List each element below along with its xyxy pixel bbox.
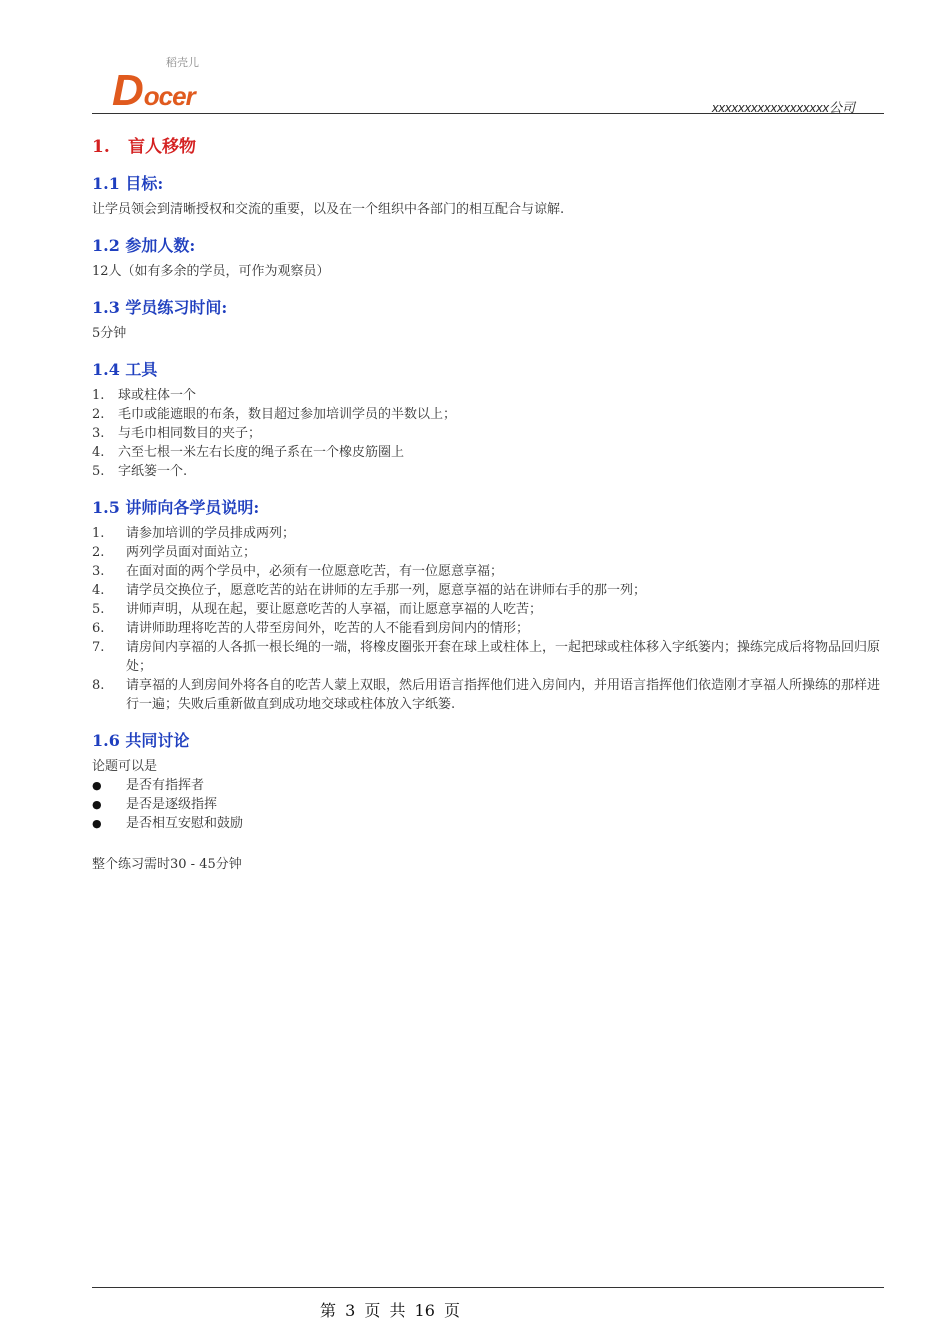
list-item: 3. 在面对面的两个学员中，必须有一位愿意吃苦，有一位愿意享福； bbox=[92, 564, 504, 579]
discussion-closing: 整个练习需时30 - 45分钟 bbox=[92, 857, 242, 872]
goal-text: 让学员领会到清晰授权和交流的重要，以及在一个组织中各部门的相互配合与谅解. bbox=[92, 202, 565, 217]
section-heading-instructions: 1.5 讲师向各学员说明: bbox=[92, 498, 260, 517]
list-item: 5. 讲师声明，从现在起，要让愿意吃苦的人享福，而让愿意享福的人吃苦； bbox=[92, 602, 543, 617]
time-text: 5分钟 bbox=[92, 326, 127, 341]
section-heading-tools: 1.4 工具 bbox=[92, 360, 158, 379]
list-item: 6. 请讲师助理将吃苦的人带至房间外，吃苦的人不能看到房间内的情形； bbox=[92, 621, 530, 636]
header-divider bbox=[92, 113, 884, 114]
list-item: 7. 请房间内享福的人各抓一根长绳的一端，将橡皮圈张开套在球上或柱体上，一起把球或柱体移入字纸篓内；操练完成后将物品回归原处； bbox=[92, 640, 881, 674]
discussion-bullets bbox=[92, 776, 884, 833]
list-item: ● 是否相互安慰和鼓励 bbox=[92, 816, 244, 831]
bullet-icon: ● bbox=[92, 779, 102, 792]
list-item: 2. 两列学员面对面站立； bbox=[92, 545, 257, 560]
list-item: ● 是否有指挥者 bbox=[92, 778, 205, 793]
list-item: 3. 与毛巾相同数目的夹子； bbox=[92, 426, 262, 441]
company-name: xxxxxxxxxxxxxxxxxx公司 bbox=[711, 100, 855, 115]
list-item: 1. 球或柱体一个 bbox=[92, 388, 197, 403]
instructions-list bbox=[92, 524, 884, 714]
people-text: 12人（如有多余的学员，可作为观察员） bbox=[92, 264, 330, 279]
section-heading-people: 1.2 参加人数: bbox=[92, 236, 196, 255]
list-item: 2. 毛巾或能遮眼的布条，数目超过参加培训学员的半数以上； bbox=[92, 407, 457, 422]
section-heading-goal: 1.1 目标: bbox=[92, 174, 164, 193]
list-item: ● 是否是逐级指挥 bbox=[92, 797, 218, 812]
bullet-icon: ● bbox=[92, 817, 102, 830]
page-number: 第 3 页 共 16 页 bbox=[320, 1301, 460, 1320]
list-item: 4. 请学员交换位子，愿意吃苦的站在讲师的左手那一列，愿意享福的站在讲师右手的那一列； bbox=[92, 583, 647, 598]
list-item: 4. 六至七根一米左右长度的绳子系在一个橡皮筋圈上 bbox=[92, 445, 405, 460]
list-item: 1. 请参加培训的学员排成两列； bbox=[92, 526, 296, 541]
discussion-intro: 论题可以是 bbox=[92, 759, 158, 774]
bullet-icon: ● bbox=[92, 798, 102, 811]
docer-logo bbox=[112, 54, 222, 115]
tools-list bbox=[92, 386, 884, 481]
document-body bbox=[92, 132, 884, 874]
section-heading-discussion: 1.6 共同讨论 bbox=[92, 731, 190, 750]
footer-divider bbox=[92, 1287, 884, 1288]
logo-wordmark: Docer bbox=[112, 66, 195, 115]
section-heading-time: 1.3 学员练习时间: bbox=[92, 298, 228, 317]
document-title: 1. 盲人移物 bbox=[92, 137, 196, 157]
list-item: 8. 请享福的人到房间外将各自的吃苦人蒙上双眼，然后用语言指挥他们进入房间内，并用语言指挥他们依造刚才享福人所操练的那样进行一遍；失败后重新做直到成功地交球或柱体放入字纸篓. bbox=[92, 678, 881, 712]
logo-chinese-text: 稻壳儿 bbox=[166, 56, 199, 69]
list-item: 5. 字纸篓一个. bbox=[92, 464, 188, 479]
